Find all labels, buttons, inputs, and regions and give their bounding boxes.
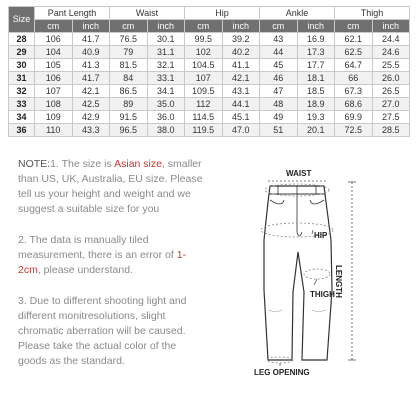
size-column-header: Size [9, 7, 35, 33]
table-cell: 27.5 [372, 111, 410, 124]
table-cell: 24.6 [372, 46, 410, 59]
table-cell: 36.0 [147, 111, 185, 124]
table-cell: 72.5 [335, 124, 373, 137]
size-cell: 32 [9, 85, 35, 98]
table-row [9, 98, 410, 111]
note-1 [18, 157, 206, 217]
table-cell: 17.3 [297, 46, 335, 59]
table-cell: 108 [35, 98, 73, 111]
table-cell: 38.0 [147, 124, 185, 137]
size-notes [18, 157, 206, 385]
note-lead: NOTE: [18, 158, 51, 170]
table-cell: 76.5 [110, 33, 148, 46]
table-cell: 62.1 [335, 33, 373, 46]
size-chart-table [8, 6, 410, 137]
table-cell: 40.9 [72, 46, 110, 59]
table-cell: 109.5 [185, 85, 223, 98]
table-cell: 105 [35, 59, 73, 72]
table-cell: 47 [260, 85, 298, 98]
table-cell: 64.7 [335, 59, 373, 72]
table-cell: 110 [35, 124, 73, 137]
table-cell: 41.1 [222, 59, 260, 72]
column-header-hip: Hip [185, 7, 260, 20]
length-label: LENGTH [334, 265, 343, 298]
unit-header: inch [72, 20, 110, 33]
size-cell: 34 [9, 111, 35, 124]
unit-header: cm [110, 20, 148, 33]
table-cell: 47.0 [222, 124, 260, 137]
table-cell: 24.4 [372, 33, 410, 46]
table-cell: 44 [260, 46, 298, 59]
units-row [9, 20, 410, 33]
column-header-waist: Waist [110, 7, 185, 20]
table-cell: 25.5 [372, 59, 410, 72]
note-3: 3. Due to different shooting light and different monitresolutions, slight chromatic aberration will be caused. Please take the actual color of the goods as the standard. [18, 295, 187, 367]
table-cell: 43.1 [222, 85, 260, 98]
table-row [9, 46, 410, 59]
note-1-text-b: , smaller than US, UK, Australia, EU size. Please tell us your height and weight and we suggest a suitable size for you [18, 158, 203, 215]
table-cell: 45 [260, 59, 298, 72]
unit-header: cm [335, 20, 373, 33]
table-cell: 106 [35, 33, 73, 46]
table-row [9, 124, 410, 137]
table-cell: 107 [185, 72, 223, 85]
table-cell: 112 [185, 98, 223, 111]
size-cell: 36 [9, 124, 35, 137]
note-1-highlight: Asian size [114, 158, 162, 170]
size-cell: 30 [9, 59, 35, 72]
note-2-text-b: , please understand. [37, 264, 133, 276]
table-cell: 42.5 [72, 98, 110, 111]
table-cell: 69.9 [335, 111, 373, 124]
leg-opening-label: LEG OPENING [254, 368, 310, 377]
column-header-pant-length: Pant Length [35, 7, 110, 20]
unit-header: inch [147, 20, 185, 33]
table-cell: 27.0 [372, 98, 410, 111]
table-row [9, 85, 410, 98]
table-cell: 48 [260, 98, 298, 111]
table-cell: 84 [110, 72, 148, 85]
table-cell: 104 [35, 46, 73, 59]
pants-illustration [220, 160, 410, 400]
table-cell: 107 [35, 85, 73, 98]
size-cell: 33 [9, 98, 35, 111]
table-cell: 104.5 [185, 59, 223, 72]
note-1-text-a: 1. The size is [50, 158, 115, 170]
table-cell: 28.5 [372, 124, 410, 137]
table-cell: 67.3 [335, 85, 373, 98]
table-cell: 31.1 [147, 46, 185, 59]
table-cell: 62.5 [335, 46, 373, 59]
table-cell: 109 [35, 111, 73, 124]
pants-measurement-diagram [220, 160, 410, 400]
size-cell: 28 [9, 33, 35, 46]
table-cell: 18.9 [297, 98, 335, 111]
table-cell: 49 [260, 111, 298, 124]
table-cell: 26.0 [372, 72, 410, 85]
table-cell: 99.5 [185, 33, 223, 46]
table-cell: 32.1 [147, 59, 185, 72]
unit-header: cm [260, 20, 298, 33]
column-header-thigh: Thigh [335, 7, 410, 20]
unit-header: cm [185, 20, 223, 33]
table-cell: 46 [260, 72, 298, 85]
table-body [9, 33, 410, 137]
table-row [9, 59, 410, 72]
table-cell: 42.1 [222, 72, 260, 85]
table-cell: 39.2 [222, 33, 260, 46]
table-cell: 42.9 [72, 111, 110, 124]
table-cell: 119.5 [185, 124, 223, 137]
table-cell: 26.5 [372, 85, 410, 98]
table-cell: 16.9 [297, 33, 335, 46]
table-cell: 96.5 [110, 124, 148, 137]
table-cell: 86.5 [110, 85, 148, 98]
size-cell: 31 [9, 72, 35, 85]
table-cell: 41.7 [72, 72, 110, 85]
table-cell: 41.7 [72, 33, 110, 46]
table-cell: 91.5 [110, 111, 148, 124]
table-cell: 34.1 [147, 85, 185, 98]
table-cell: 18.5 [297, 85, 335, 98]
table-cell: 33.1 [147, 72, 185, 85]
table-cell: 44.1 [222, 98, 260, 111]
thigh-label: THIGH [310, 290, 335, 299]
note-2-text-a: 2. The data is manually tiled measurement, there is an error of [18, 234, 177, 261]
table-row [9, 111, 410, 124]
table-cell: 30.1 [147, 33, 185, 46]
table-row [9, 72, 410, 85]
table-cell: 43 [260, 33, 298, 46]
size-cell: 29 [9, 46, 35, 59]
pants-outline [264, 186, 332, 360]
waist-label: WAIST [286, 169, 312, 178]
table-cell: 89 [110, 98, 148, 111]
table-cell: 114.5 [185, 111, 223, 124]
table-cell: 102 [185, 46, 223, 59]
column-header-ankle: Ankle [260, 7, 335, 20]
table-row [9, 33, 410, 46]
table-cell: 66 [335, 72, 373, 85]
table-cell: 17.7 [297, 59, 335, 72]
unit-header: inch [222, 20, 260, 33]
unit-header: cm [35, 20, 73, 33]
table-header-row [9, 7, 410, 20]
hip-label: HIP [314, 231, 328, 240]
table-cell: 20.1 [297, 124, 335, 137]
table-cell: 42.1 [72, 85, 110, 98]
table-cell: 18.1 [297, 72, 335, 85]
table-cell: 79 [110, 46, 148, 59]
note-2-highlight: 1-2cm [18, 249, 187, 276]
table-cell: 41.3 [72, 59, 110, 72]
unit-header: inch [372, 20, 410, 33]
table-cell: 40.2 [222, 46, 260, 59]
table-cell: 19.3 [297, 111, 335, 124]
table-cell: 81.5 [110, 59, 148, 72]
table-cell: 68.6 [335, 98, 373, 111]
note-2 [18, 233, 206, 278]
table-cell: 35.0 [147, 98, 185, 111]
unit-header: inch [297, 20, 335, 33]
table-cell: 106 [35, 72, 73, 85]
table-cell: 43.3 [72, 124, 110, 137]
table-cell: 51 [260, 124, 298, 137]
table-cell: 45.1 [222, 111, 260, 124]
